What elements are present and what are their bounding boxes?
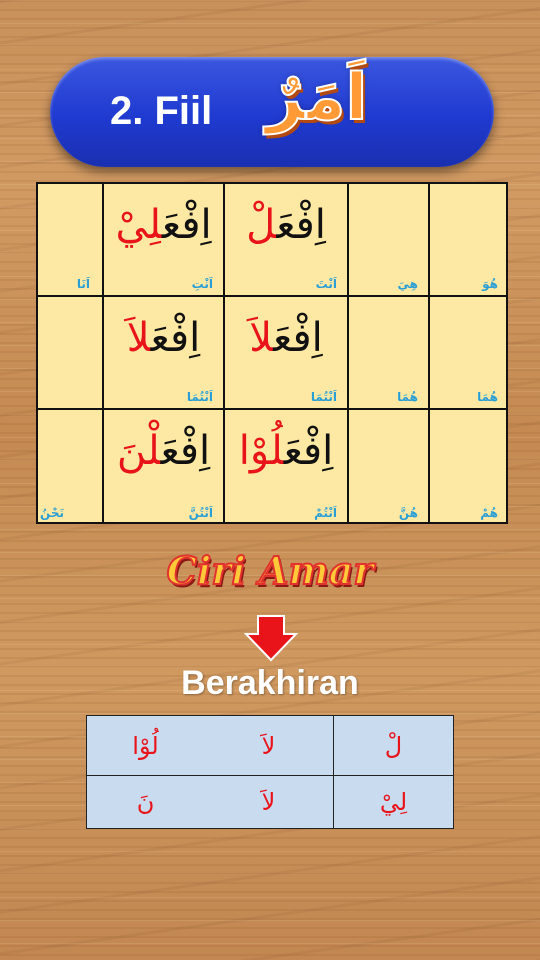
verb-form (104, 202, 223, 248)
pronoun-label: نَحْنُ (40, 506, 64, 520)
verb-stem: اِفْعَ (162, 202, 212, 248)
title-banner (50, 57, 494, 167)
pronoun-label: اَنْتُنَّ (188, 506, 213, 520)
title-arabic: اَمَرٌ (266, 61, 368, 135)
grid-cell (38, 410, 104, 524)
ciri-amar-heading: Ciri Amar (166, 548, 374, 593)
endings-table (86, 715, 454, 829)
verb-suffix: لاَ (249, 315, 274, 361)
grid-cell (225, 184, 349, 297)
conjugation-table (36, 182, 508, 524)
pronoun-label: اَنْتُمَا (310, 390, 337, 404)
grid-cell (430, 410, 508, 524)
ending-cell: لُوْا (87, 716, 204, 776)
pronoun-label: اَنْتُمْ (314, 506, 337, 520)
verb-stem: اِفْعَ (150, 315, 201, 361)
grid-cell (38, 184, 104, 297)
verb-form (225, 202, 347, 248)
pronoun-label: اَنْتِ (191, 277, 213, 291)
pronoun-label: اَنَا (76, 277, 90, 291)
verb-suffix: لْ (246, 202, 277, 248)
pronoun-label: هُنَّ (398, 506, 418, 520)
ending-cell: نَ (136, 788, 155, 816)
grid-cell (38, 297, 104, 410)
pronoun-label: اَنْتُمَا (186, 390, 213, 404)
grid-cell (349, 410, 430, 524)
pronoun-label: هُمَا (397, 390, 418, 404)
grid-cell (349, 297, 430, 410)
grid-cell (225, 410, 349, 524)
verb-form (225, 315, 347, 361)
grid-cell (104, 184, 225, 297)
verb-stem: اِفْعَ (283, 428, 334, 474)
ending-cell: لاَ (204, 776, 334, 828)
verb-stem: اِفْعَ (160, 428, 211, 474)
verb-form (225, 428, 347, 474)
verb-form (104, 428, 223, 474)
grid-cell (104, 297, 225, 410)
verb-stem: اِفْعَ (276, 202, 326, 248)
verb-suffix: لُوْا (238, 428, 284, 474)
grid-cell (104, 410, 225, 524)
pronoun-label: هِيَ (397, 277, 418, 291)
grid-cell (225, 297, 349, 410)
down-arrow-icon (244, 614, 298, 662)
ending-cell: لِيْ (334, 776, 454, 828)
grid-cell (349, 184, 430, 297)
verb-suffix: لِيْ (115, 202, 163, 248)
title-text: 2. Fiil (110, 89, 213, 133)
grid-cell (430, 297, 508, 410)
pronoun-label: هُمْ (480, 506, 498, 520)
pronoun-label: هُمَا (477, 390, 498, 404)
ending-cell: لْ (334, 716, 454, 776)
pronoun-label: اَنْتَ (315, 277, 337, 291)
pronoun-label: هُوَ (482, 277, 498, 291)
verb-form (104, 315, 223, 361)
berakhiran-label: Berakhiran (181, 664, 359, 702)
ending-cell: لاَ (204, 716, 334, 776)
verb-suffix: لاَ (126, 315, 151, 361)
grid-cell (430, 184, 508, 297)
verb-suffix: لْنَ (116, 428, 161, 474)
verb-stem: اِفْعَ (273, 315, 323, 361)
